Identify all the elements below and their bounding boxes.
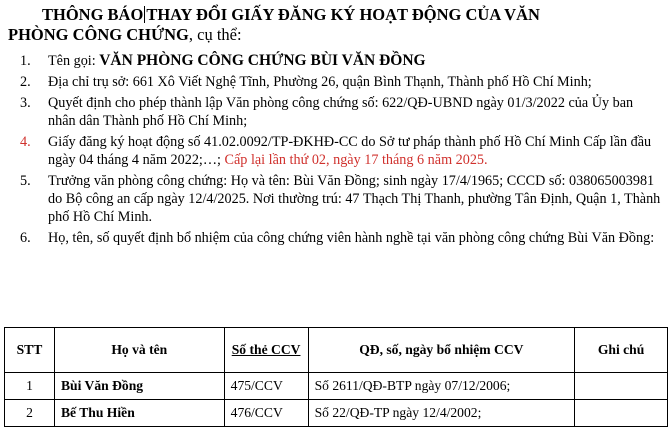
cell-name: Bùi Văn Đồng bbox=[54, 373, 224, 400]
item-number: 4. bbox=[20, 134, 31, 150]
cell-note bbox=[575, 373, 668, 400]
title-line-2 bbox=[8, 25, 242, 44]
list-item bbox=[0, 133, 672, 169]
header-note: Ghi chú bbox=[575, 328, 668, 373]
title-suffix: , cụ thể: bbox=[188, 25, 242, 44]
item-text: Quyết định cho phép thành lập Văn phòng công chứng số: 622/QĐ-UBND ngày 01/3/2022 của Ủy ban nhân dân Thành phố Hồ Chí Minh; bbox=[48, 95, 634, 129]
cell-name: Bế Thu Hiền bbox=[54, 400, 224, 427]
item-number: 6. bbox=[20, 230, 31, 246]
item-number: 1. bbox=[20, 53, 31, 69]
header-decision: QĐ, số, ngày bổ nhiệm CCV bbox=[308, 328, 575, 373]
table-row bbox=[5, 373, 668, 400]
item-text: Trưởng văn phòng công chứng: Họ và tên: Bùi Văn Đồng; sinh ngày 17/4/1965; CCCD số: 038065003981 do Bộ công an cấp ngày 12/4/2025. Nơi thường trú: 47 Thạch Thị Thanh, phường Tân Định, Quận 1, Thành phố Hồ Chí Minh. bbox=[48, 173, 661, 225]
list-item bbox=[0, 94, 672, 130]
cell-stt: 1 bbox=[5, 373, 55, 400]
list-item bbox=[0, 52, 672, 70]
title-line-2-text: PHÒNG CÔNG CHỨNG bbox=[8, 25, 189, 44]
header-card-number: Số thẻ CCV bbox=[224, 328, 308, 373]
item-text: Địa chỉ trụ sở: 661 Xô Viết Nghệ Tĩnh, Phường 26, quận Bình Thạnh, Thành phố Hồ Chí Minh; bbox=[48, 74, 592, 90]
reissue-note: Cấp lại lần thứ 02, ngày 17 tháng 6 năm 2025. bbox=[224, 152, 488, 168]
title-line-1 bbox=[8, 5, 668, 25]
cell-card-number: 475/CCV bbox=[224, 373, 308, 400]
cell-note bbox=[575, 400, 668, 427]
header-name: Họ và tên bbox=[54, 328, 224, 373]
title-part-1: THÔNG BÁO bbox=[42, 5, 144, 24]
item-number: 2. bbox=[20, 74, 31, 90]
list-item bbox=[0, 229, 672, 247]
table-header-row bbox=[5, 328, 668, 373]
item-text: Giấy đăng ký hoạt động số 41.02.0092/TP-ĐKHĐ-CC do Sở tư pháp thành phố Hồ Chí Minh Cấp lần đầu ngày 04 tháng 4 năm 2022;…; bbox=[48, 134, 652, 168]
list-item bbox=[0, 73, 672, 91]
cell-stt: 2 bbox=[5, 400, 55, 427]
item-number: 5. bbox=[20, 173, 31, 189]
info-list bbox=[0, 52, 672, 250]
cell-decision: Số 2611/QĐ-BTP ngày 07/12/2006; bbox=[308, 373, 575, 400]
item-text: Họ, tên, số quyết định bổ nhiệm của công chứng viên hành nghề tại văn phòng công chứng Bùi Văn Đồng: bbox=[48, 230, 655, 246]
notary-table bbox=[4, 327, 668, 427]
cell-card-number: 476/CCV bbox=[224, 400, 308, 427]
office-name: VĂN PHÒNG CÔNG CHỨNG BÙI VĂN ĐỒNG bbox=[99, 52, 426, 69]
table-row bbox=[5, 400, 668, 427]
item-label: Tên gọi: bbox=[48, 53, 100, 69]
title-part-2: THAY ĐỔI GIẤY ĐĂNG KÝ HOẠT ĐỘNG CỦA VĂN bbox=[146, 5, 540, 24]
list-item bbox=[0, 172, 672, 226]
document-title bbox=[8, 5, 668, 45]
item-number: 3. bbox=[20, 95, 31, 111]
cell-decision: Số 22/QĐ-TP ngày 12/4/2002; bbox=[308, 400, 575, 427]
header-stt: STT bbox=[5, 328, 55, 373]
